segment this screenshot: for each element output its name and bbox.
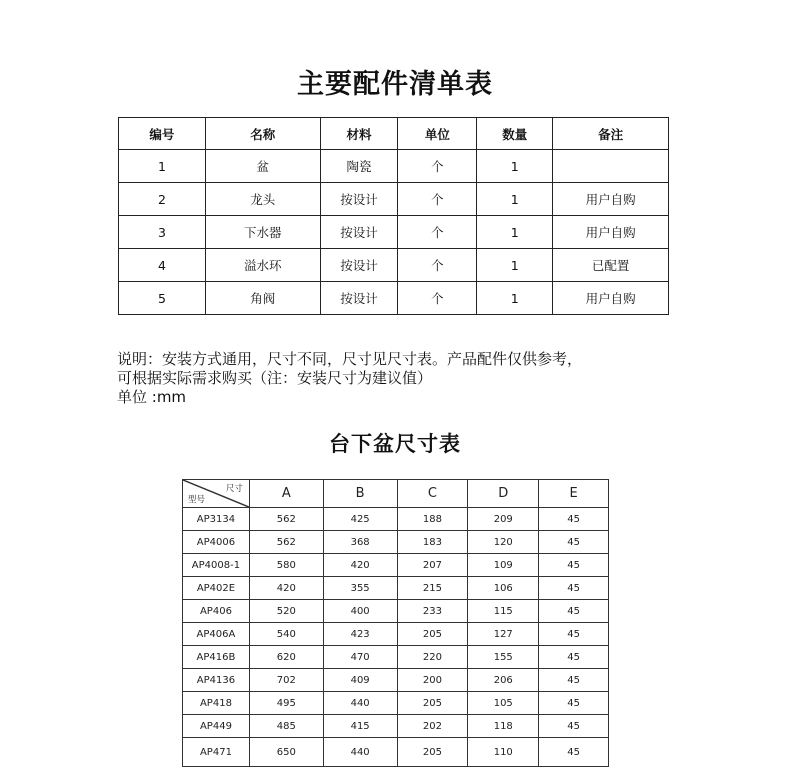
table-cell: 按设计 xyxy=(320,183,398,216)
table-cell: 45 xyxy=(539,738,609,767)
table-cell: 陶瓷 xyxy=(320,150,398,183)
table-cell: 5 xyxy=(119,282,206,315)
table-row xyxy=(119,183,669,216)
parts-table-header-cell: 数量 xyxy=(477,118,553,150)
parts-table xyxy=(118,117,669,315)
size-table-header-cell: A xyxy=(249,480,323,508)
table-cell: 115 xyxy=(468,600,539,623)
table-cell: 用户自购 xyxy=(553,183,669,216)
table-cell: 183 xyxy=(397,531,468,554)
table-cell: AP449 xyxy=(183,715,250,738)
table-cell: 215 xyxy=(397,577,468,600)
size-table-header-cell: B xyxy=(323,480,397,508)
table-cell: 220 xyxy=(397,646,468,669)
table-cell: 120 xyxy=(468,531,539,554)
corner-label-size: 尺寸 xyxy=(225,484,243,494)
table-cell: 400 xyxy=(323,600,397,623)
table-cell: 368 xyxy=(323,531,397,554)
size-table-title: 台下盆尺寸表 xyxy=(329,432,461,456)
table-cell: 415 xyxy=(323,715,397,738)
size-table xyxy=(182,479,609,767)
table-cell: AP418 xyxy=(183,692,250,715)
table-cell: 1 xyxy=(477,150,553,183)
table-cell: 118 xyxy=(468,715,539,738)
parts-table-header-cell: 材料 xyxy=(320,118,398,150)
table-cell: 540 xyxy=(249,623,323,646)
table-cell: 个 xyxy=(398,282,477,315)
table-cell: 个 xyxy=(398,183,477,216)
table-cell: 440 xyxy=(323,692,397,715)
table-cell: AP4006 xyxy=(183,531,250,554)
table-row xyxy=(183,508,609,531)
parts-table-header-cell: 备注 xyxy=(553,118,669,150)
note-line-2: 可根据实际需求购买（注：安装尺寸为建议值） xyxy=(117,369,433,387)
table-cell: 1 xyxy=(477,216,553,249)
table-cell: 209 xyxy=(468,508,539,531)
parts-table-header-cell: 单位 xyxy=(398,118,477,150)
table-cell: 45 xyxy=(539,669,609,692)
table-cell: 702 xyxy=(249,669,323,692)
table-cell: 个 xyxy=(398,249,477,282)
table-cell: 1 xyxy=(477,249,553,282)
table-cell: 45 xyxy=(539,554,609,577)
table-cell: 562 xyxy=(249,531,323,554)
table-row xyxy=(183,692,609,715)
size-table-header-cell: C xyxy=(397,480,468,508)
table-cell: AP4136 xyxy=(183,669,250,692)
table-cell: 角阀 xyxy=(205,282,320,315)
table-cell: 207 xyxy=(397,554,468,577)
table-cell: 45 xyxy=(539,692,609,715)
table-cell: 409 xyxy=(323,669,397,692)
table-row xyxy=(119,150,669,183)
table-cell: 2 xyxy=(119,183,206,216)
table-cell: 溢水环 xyxy=(205,249,320,282)
table-cell: 470 xyxy=(323,646,397,669)
table-cell: 45 xyxy=(539,623,609,646)
table-cell: 109 xyxy=(468,554,539,577)
table-row xyxy=(183,715,609,738)
table-cell: 按设计 xyxy=(320,249,398,282)
parts-table-header-cell: 名称 xyxy=(205,118,320,150)
table-row xyxy=(119,216,669,249)
table-cell: 4 xyxy=(119,249,206,282)
table-cell: AP406 xyxy=(183,600,250,623)
table-cell: 423 xyxy=(323,623,397,646)
table-cell: 440 xyxy=(323,738,397,767)
table-cell xyxy=(553,150,669,183)
table-cell: 202 xyxy=(397,715,468,738)
table-cell: 650 xyxy=(249,738,323,767)
table-row xyxy=(183,738,609,767)
table-cell: 已配置 xyxy=(553,249,669,282)
table-row xyxy=(183,531,609,554)
table-cell: 1 xyxy=(477,183,553,216)
table-cell: AP402E xyxy=(183,577,250,600)
table-cell: 206 xyxy=(468,669,539,692)
table-cell: 45 xyxy=(539,508,609,531)
table-cell: 45 xyxy=(539,646,609,669)
note-line-1: 说明：安装方式通用，尺寸不同，尺寸见尺寸表。产品配件仅供参考， xyxy=(117,350,583,368)
table-cell: 562 xyxy=(249,508,323,531)
table-cell: 233 xyxy=(397,600,468,623)
table-cell: 1 xyxy=(477,282,553,315)
table-row xyxy=(183,600,609,623)
table-cell: 盆 xyxy=(205,150,320,183)
table-cell: 205 xyxy=(397,738,468,767)
table-cell: 355 xyxy=(323,577,397,600)
table-row xyxy=(183,646,609,669)
table-cell: 106 xyxy=(468,577,539,600)
note-unit: 单位 :mm xyxy=(117,388,187,406)
parts-table-header-cell: 编号 xyxy=(119,118,206,150)
note-block xyxy=(117,350,697,407)
table-cell: 620 xyxy=(249,646,323,669)
table-cell: 580 xyxy=(249,554,323,577)
table-row xyxy=(183,623,609,646)
parts-table-header-row xyxy=(119,118,669,150)
table-cell: AP3134 xyxy=(183,508,250,531)
table-cell: 205 xyxy=(397,623,468,646)
table-cell: 下水器 xyxy=(205,216,320,249)
table-cell: 485 xyxy=(249,715,323,738)
table-cell: 188 xyxy=(397,508,468,531)
table-cell: 用户自购 xyxy=(553,282,669,315)
table-cell: 45 xyxy=(539,600,609,623)
table-cell: AP406A xyxy=(183,623,250,646)
table-cell: 105 xyxy=(468,692,539,715)
table-cell: 110 xyxy=(468,738,539,767)
table-cell: 127 xyxy=(468,623,539,646)
table-cell: 420 xyxy=(249,577,323,600)
table-cell: 520 xyxy=(249,600,323,623)
table-cell: 1 xyxy=(119,150,206,183)
table-cell: 45 xyxy=(539,577,609,600)
table-cell: 200 xyxy=(397,669,468,692)
table-cell: AP4008-1 xyxy=(183,554,250,577)
table-row xyxy=(183,669,609,692)
parts-table-title: 主要配件清单表 xyxy=(297,69,493,100)
table-cell: 个 xyxy=(398,150,477,183)
table-cell: 45 xyxy=(539,531,609,554)
table-cell: 用户自购 xyxy=(553,216,669,249)
table-cell: 205 xyxy=(397,692,468,715)
table-cell: 3 xyxy=(119,216,206,249)
table-cell: 495 xyxy=(249,692,323,715)
size-table-header-cell: E xyxy=(539,480,609,508)
table-cell: 45 xyxy=(539,715,609,738)
corner-label-model: 型号 xyxy=(188,495,206,505)
table-row xyxy=(183,577,609,600)
table-row xyxy=(119,282,669,315)
table-cell: 个 xyxy=(398,216,477,249)
table-row xyxy=(183,554,609,577)
table-cell: AP416B xyxy=(183,646,250,669)
table-cell: 龙头 xyxy=(205,183,320,216)
table-cell: 按设计 xyxy=(320,216,398,249)
table-row xyxy=(119,249,669,282)
size-table-corner-cell xyxy=(183,480,250,508)
size-table-header-row xyxy=(183,480,609,508)
size-table-header-cell: D xyxy=(468,480,539,508)
table-cell: AP471 xyxy=(183,738,250,767)
table-cell: 155 xyxy=(468,646,539,669)
table-cell: 按设计 xyxy=(320,282,398,315)
table-cell: 420 xyxy=(323,554,397,577)
table-cell: 425 xyxy=(323,508,397,531)
